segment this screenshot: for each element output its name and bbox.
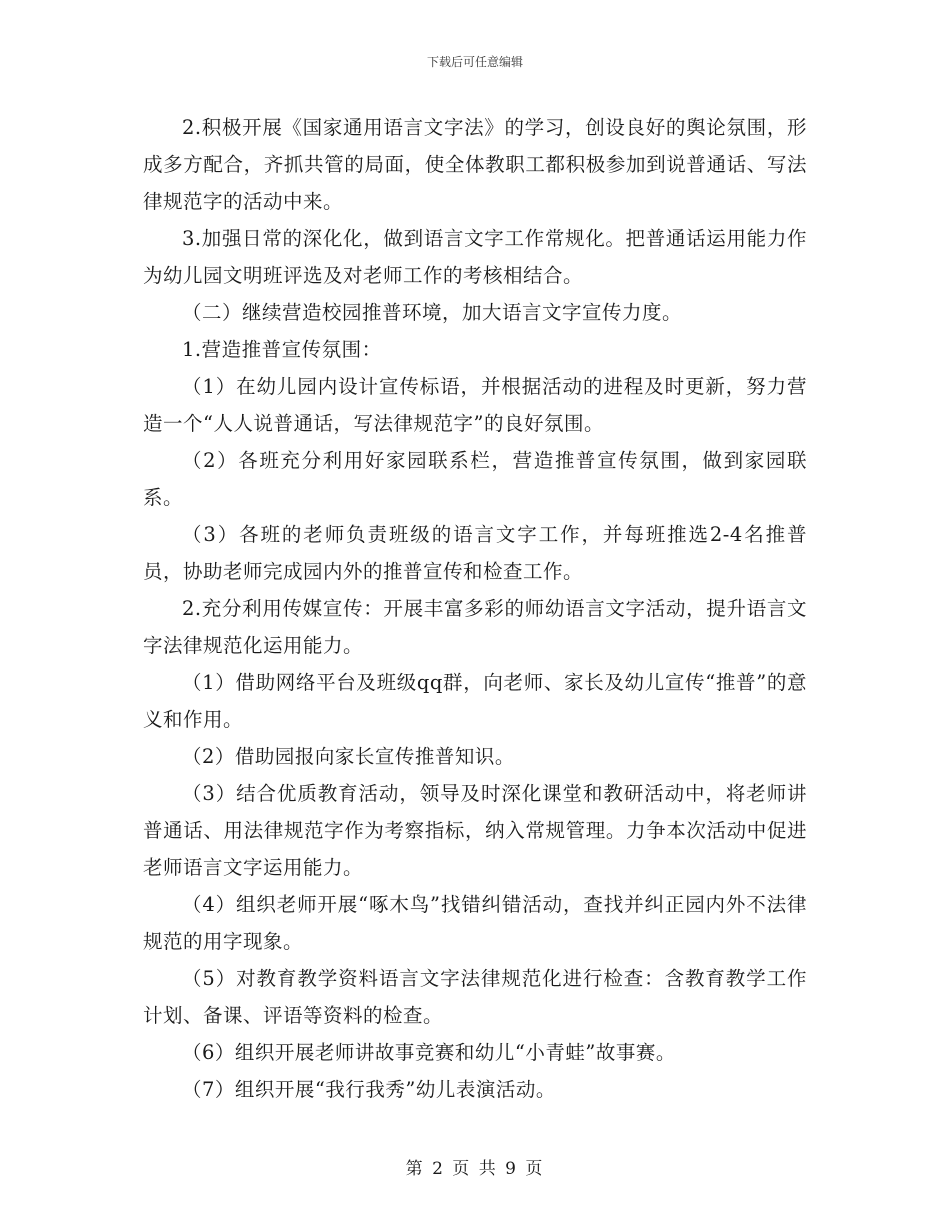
paragraph: （6）组织开展老师讲故事竞赛和幼儿“小青蛙”故事赛。 <box>182 1041 676 1064</box>
paragraph: （1）借助网络平台及班级qq群，向老师、家长及幼儿宣传“推普”的意义和作用。 <box>143 671 807 731</box>
subsection-heading: 1.营造推普宣传氛围： <box>182 338 382 361</box>
section-heading: （二）继续营造校园推普环境，加大语言文字宣传力度。 <box>182 301 683 324</box>
paragraph: 3.加强日常的深化化，做到语言文字工作常规化。把普通话运用能力作为幼儿园文明班评选及对老师工作的考核相结合。 <box>143 227 807 287</box>
page-number-footer: 第 2 页 共 9 页 <box>405 1159 545 1179</box>
paragraph: 2.积极开展《国家通用语言文字法》的学习，创设良好的舆论氛围，形成多方配合，齐抓共管的局面，使全体教职工都积极参加到说普通话、写法律规范字的活动中来。 <box>143 116 807 213</box>
paragraph: （3）各班的老师负责班级的语言文字工作，并每班推选2-4名推普员，协助老师完成园内外的推普宣传和检查工作。 <box>143 523 807 583</box>
document-body <box>143 109 807 1108</box>
paragraph: （3）结合优质教育活动，领导及时深化课堂和教研活动中，将老师讲普通话、用法律规范字作为考察指标，纳入常规管理。力争本次活动中促进老师语言文字运用能力。 <box>143 782 807 879</box>
paragraph: （2）各班充分利用好家园联系栏，营造推普宣传氛围，做到家园联系。 <box>143 449 807 509</box>
subsection-heading: 2.充分利用传媒宣传：开展丰富多彩的师幼语言文字活动，提升语言文字法律规范化运用能力。 <box>143 597 807 657</box>
paragraph: （2）借助园报向家长宣传推普知识。 <box>182 745 515 768</box>
page-header: 下载后可任意编辑 <box>426 55 523 69</box>
paragraph: （4）组织老师开展“啄木鸟”找错纠错活动，查找并纠正园内外不法律规范的用字现象。 <box>143 893 807 953</box>
paragraph: （1）在幼儿园内设计宣传标语，并根据活动的进程及时更新，努力营造一个“人人说普通话，写法律规范字”的良好氛围。 <box>143 375 807 435</box>
paragraph: （5）对教育教学资料语言文字法律规范化进行检查：含教育教学工作计划、备课、评语等资料的检查。 <box>143 967 807 1027</box>
paragraph: （7）组织开展“我行我秀”幼儿表演活动。 <box>182 1078 556 1101</box>
